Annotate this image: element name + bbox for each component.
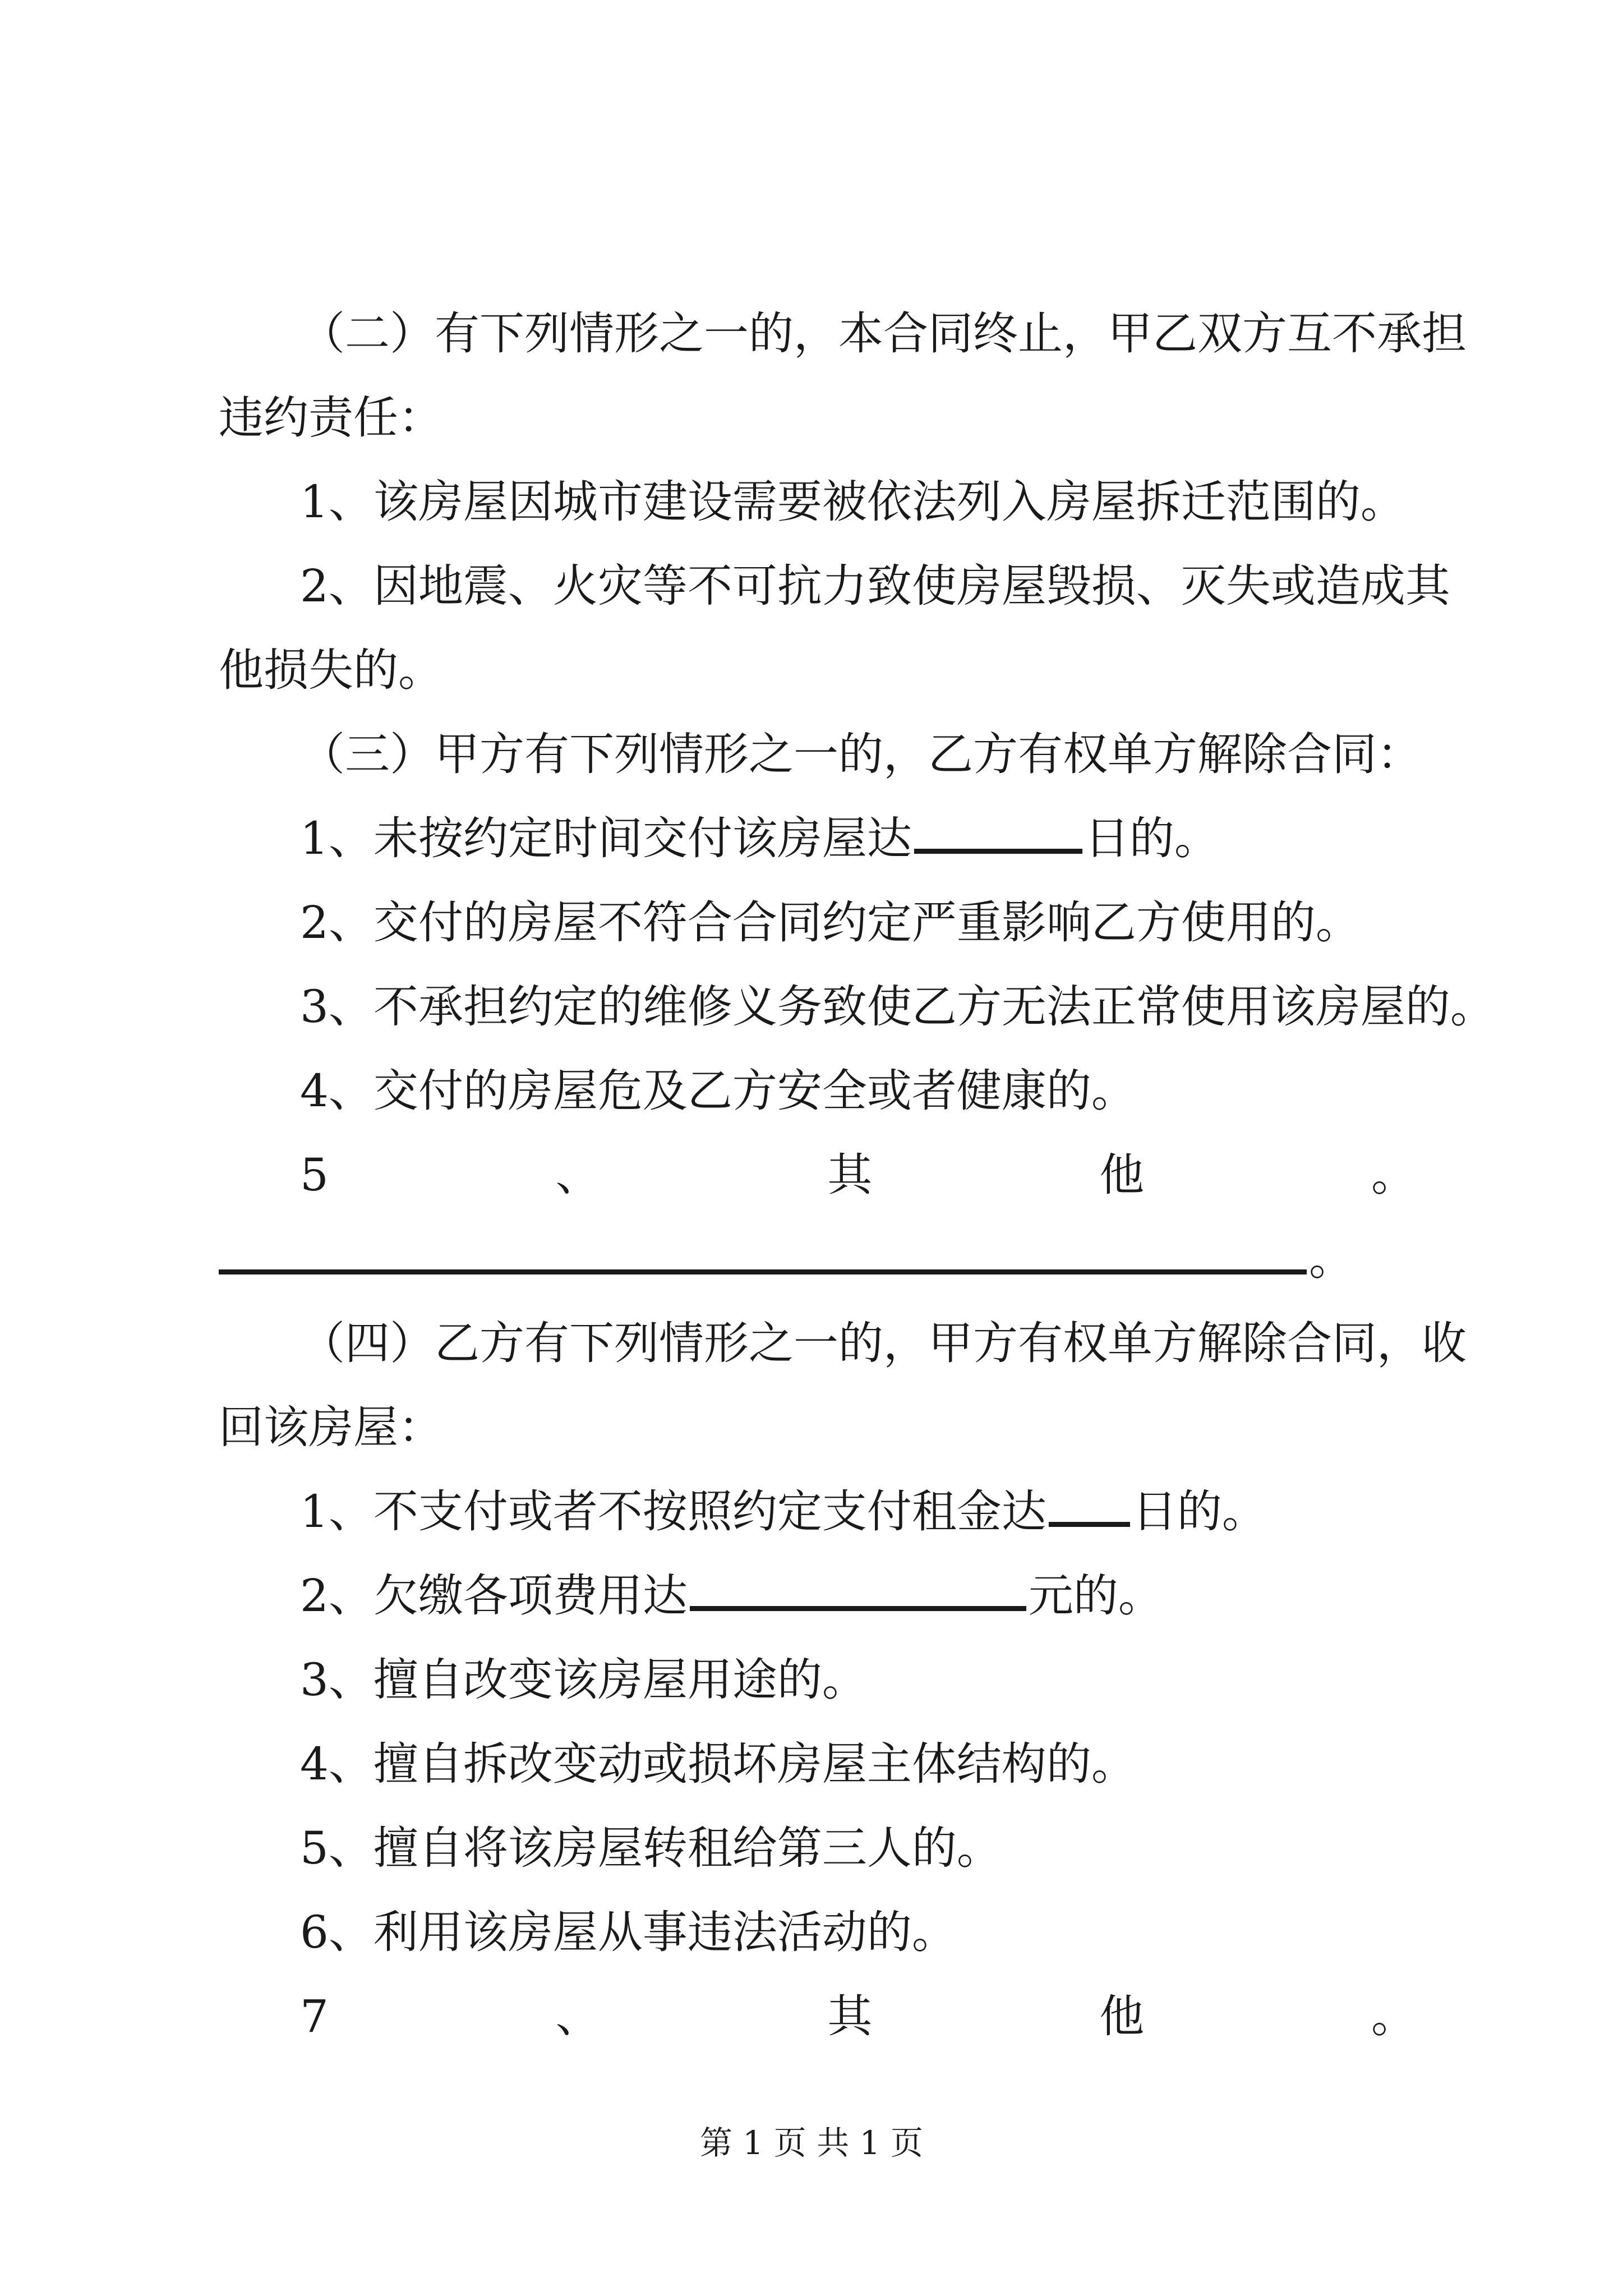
section-4-item-7 (300, 1989, 1416, 2045)
section-3-item-3: 3、不承担约定的维修义务致使乙方无法正常使用该房屋的。 (300, 981, 1495, 1033)
item-text: 日的。 (1084, 812, 1219, 864)
item-part: 他 (1099, 1990, 1145, 2042)
section-2-item-1: 1、该房屋因城市建设需要被依法列入房屋拆迁范围的。 (300, 476, 1405, 528)
item-part: 、 (555, 1990, 601, 2042)
section-2-item-2-cont: 他损失的。 (219, 644, 443, 696)
item-text: 1、未按约定时间交付该房屋达 (300, 812, 912, 864)
item-part: 7 (300, 1990, 329, 2042)
fill-in-blank (1049, 1489, 1130, 1527)
section-4-item-6: 6、利用该房屋从事违法活动的。 (300, 1906, 957, 1958)
section-2-heading: （二）有下列情形之一的，本合同终止，甲乙双方互不承担 (300, 307, 1467, 360)
item-part: 5 (300, 1149, 329, 1201)
item-part: 。 (1371, 1149, 1416, 1201)
fill-in-blank (219, 1237, 1307, 1274)
section-4-item-3: 3、擅自改变该房屋用途的。 (300, 1654, 867, 1706)
item-text: 1、不支付或者不按照约定支付租金达 (300, 1485, 1046, 1538)
item-text: 元的。 (1028, 1570, 1163, 1622)
section-4-item-4: 4、擅自拆改变动或损坏房屋主体结构的。 (300, 1738, 1136, 1790)
section-3-item-5 (300, 1147, 1416, 1203)
section-3-item-4: 4、交付的房屋危及乙方安全或者健康的。 (300, 1065, 1136, 1117)
fill-in-blank (914, 816, 1082, 854)
item-part: 他 (1099, 1149, 1145, 1201)
item-part: 其 (827, 1990, 873, 2042)
section-3-item-2: 2、交付的房屋不符合合同约定严重影响乙方使用的。 (300, 896, 1361, 949)
page-footer: 第 1 页 共 1 页 (700, 2124, 923, 2162)
section-3-item-5-blank (219, 1231, 1354, 1287)
fill-in-blank (690, 1573, 1026, 1611)
section-4-item-2 (300, 1568, 1163, 1624)
section-4-heading: （四）乙方有下列情形之一的，甲方有权单方解除合同，收 (300, 1317, 1467, 1369)
item-text: 。 (1309, 1233, 1354, 1285)
item-part: 、 (555, 1149, 601, 1201)
section-3-item-1 (300, 811, 1219, 867)
item-part: 其 (827, 1149, 873, 1201)
item-text: 2、欠缴各项费用达 (300, 1570, 688, 1622)
section-4-item-5: 5、擅自将该房屋转租给第三人的。 (300, 1822, 1002, 1874)
item-text: 日的。 (1132, 1485, 1267, 1538)
section-2-item-2: 2、因地震、火灾等不可抗力致使房屋毁损、灭失或造成其 (300, 560, 1450, 612)
section-3-heading: （三）甲方有下列情形之一的，乙方有权单方解除合同： (300, 728, 1422, 780)
item-part: 。 (1371, 1990, 1416, 2042)
section-2-heading-cont: 违约责任： (219, 392, 443, 444)
section-4-item-1 (300, 1484, 1267, 1540)
section-4-heading-cont: 回该房屋： (219, 1401, 443, 1453)
